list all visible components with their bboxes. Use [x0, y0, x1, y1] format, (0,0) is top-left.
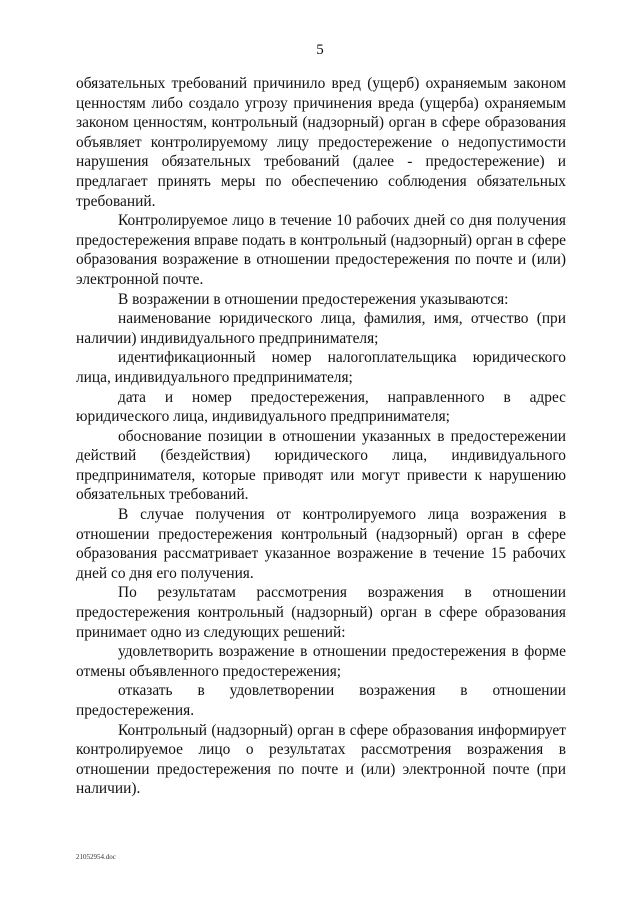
- paragraph: В случае получения от контролируемого лица возражения в отношении предостережения контрольный (надзорный) орган в сфере образования рассматривает указанное возражение в течение 15 рабочих дней со дня его получения.: [76, 506, 566, 582]
- paragraph: Контролируемое лицо в течение 10 рабочих дней со дня получения предостережения вправе подать в контрольный (надзорный) орган в сфере образования возражение в отношении предостережения по почте и (или) электронной почте.: [76, 212, 566, 288]
- document-body: [76, 74, 566, 799]
- paragraph: обязательных требований причинило вред (ущерб) охраняемым законом ценностям либо создало угрозу причинения вреда (ущерба) охраняемым законом ценностям, контрольный (надзорный) орган в сфере образования объявляет контролируемому лицу предостережение о недопустимости нарушения обязательных требований (далее - предостережение) и предлагает принять меры по обеспечению соблюдения обязательных требований.: [76, 75, 566, 210]
- paragraph: обоснование позиции в отношении указанных в предостережении действий (бездействия) юридического лица, индивидуального предпринимателя, которые приводят или могут привести к нарушению обязательных требований.: [76, 427, 566, 504]
- paragraph: В возражении в отношении предостережения указываются:: [118, 290, 509, 308]
- paragraph: наименование юридического лица, фамилия, имя, отчество (при наличии) индивидуального предпринимателя;: [76, 310, 566, 347]
- footer-filename: 21052954.doc: [76, 853, 116, 861]
- paragraph: По результатам рассмотрения возражения в отношении предостережения контрольный (надзорный) орган в сфере образования принимает одно из следующих решений:: [76, 584, 566, 641]
- paragraph: отказать в удовлетворении возражения в отношении предостережения.: [76, 682, 566, 719]
- paragraph: идентификационный номер налогоплательщика юридического лица, индивидуального предпринимателя;: [76, 349, 566, 386]
- page-number: 5: [316, 42, 324, 58]
- paragraph: дата и номер предостережения, направленного в адрес юридического лица, индивидуального предпринимателя;: [76, 388, 566, 426]
- paragraph: Контрольный (надзорный) орган в сфере образования информирует контролируемое лицо о результатах рассмотрения возражения в отношении предостережения по почте и (или) электронной почте (при наличии).: [76, 721, 566, 798]
- paragraph: удовлетворить возражение в отношении предостережения в форме отмены объявленного предостережения;: [76, 643, 566, 680]
